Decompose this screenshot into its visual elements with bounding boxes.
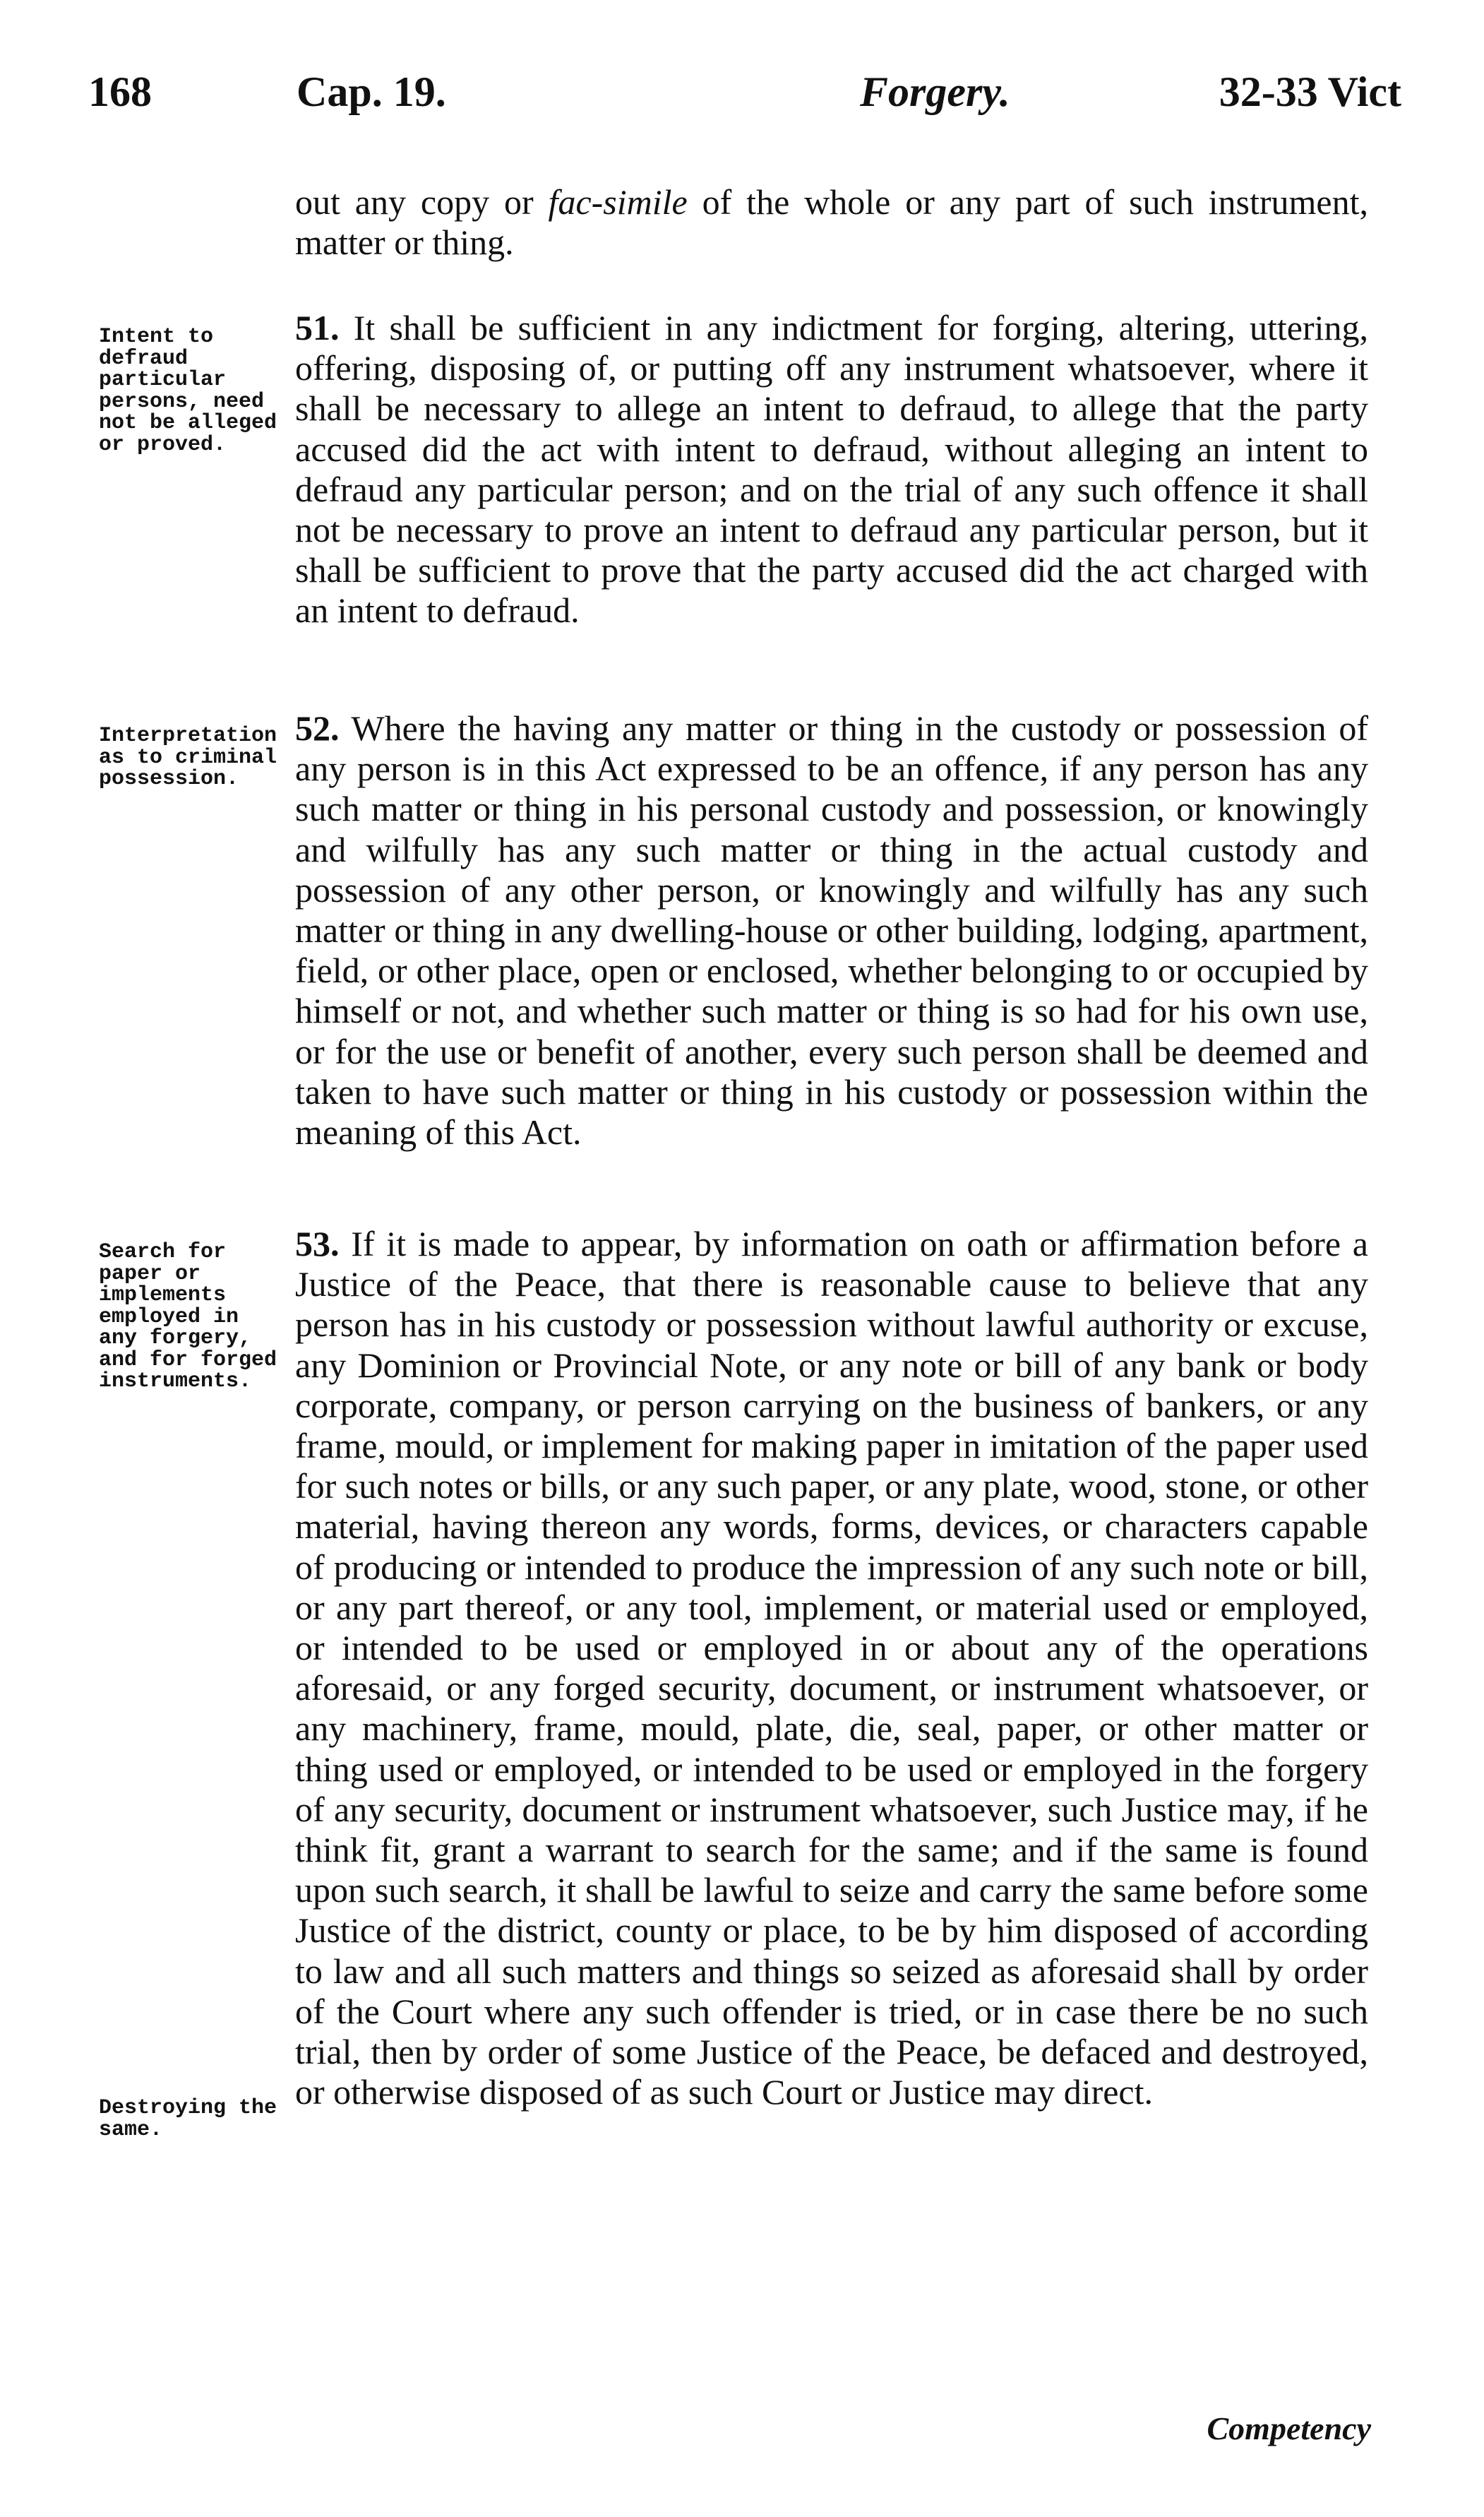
regnal-year: 32-33 Vict [1219, 69, 1401, 115]
section-53-number: 53. [295, 1224, 340, 1263]
running-title: Forgery. [860, 69, 1010, 115]
continuation-italic-term: fac-simile [548, 182, 688, 222]
page-number: 168 [88, 69, 152, 115]
margin-note-53b-text: Destroying the same. [99, 2096, 277, 2142]
margin-note-53 [99, 1242, 284, 1393]
section-51-number: 51. [295, 308, 340, 347]
margin-note-53-text: Search for paper or implements employed in any forgery, and for forged instruments. [99, 1240, 277, 1393]
section-52 [295, 708, 1368, 1153]
margin-note-52-text: Interpretation as to criminal possession. [99, 724, 277, 791]
margin-note-52 [99, 725, 284, 790]
catchword: Competency [1207, 2410, 1371, 2446]
section-51 [295, 308, 1368, 631]
continuation-paragraph [295, 182, 1368, 263]
section-51-text: It shall be sufficient in any indictment for forging, altering, uttering, offering, disposing of, or putting off any instrument whatsoever, where it shall be necessary to allege an intent to defraud, to allege that the party accused did the act with intent to defraud, without alleging an intent to defraud any particular person; and on the trial of any such offence it shall not be necessary to prove an intent to defraud any particular person, but it shall be sufficient to prove that the party accused did the act charged with an intent to defraud. [295, 308, 1369, 631]
section-53-text: If it is made to appear, by information on oath or affirmation before a Justice of the Peace, that there is reasonable cause to believe that any person has in his custody or possession without lawful authority or excuse, any Dominion or Provincial Note, or any note or bill of any bank or body corporate, company, or person carrying on the business of bankers, or any frame, mould, or implement for making paper in imitation of the paper used for such notes or bills, or any such paper, or any plate, wood, stone, or other material, having thereon any words, forms, devices, or characters capable of producing or intended to produce the impression of any such note or bill, or any part thereof, or any tool, implement, or material used or employed, or intended to be used or employed in or about any of the operations aforesaid, or any forged security, document, or instrument whatsoever, or any machinery, frame, mould, plate, die, seal, paper, or other matter or thing used or employed, or intended to be used or employed in the forgery of any security, document or instrument whatsoever, such Justice may, if he think fit, grant a warrant to search for the same; and if the same is found upon such search, it shall be lawful to seize and carry the same before some Justice of the district, county or place, to be by him disposed of according to law and all such matters and things so seized as aforesaid shall by order of the Court where any such offender is tried, or in case there be no such trial, then by order of some Justice of the Peace, be defaced and destroyed, or otherwise disposed of as such Court or Justice may direct. [295, 1224, 1368, 2112]
continuation-text-before: out any copy or [295, 182, 549, 222]
continuation-text-after: of the whole or any part of such instrument, matter or thing. [295, 182, 1369, 263]
chapter-label: Cap. 19. [297, 69, 446, 115]
page-header [88, 68, 1401, 131]
section-52-number: 52. [295, 708, 340, 748]
margin-note-51 [99, 326, 284, 456]
margin-note-51-text: Intent to defraud particular persons, need not be alleged or proved. [99, 325, 277, 457]
section-53 [295, 1224, 1368, 2112]
margin-note-53b [99, 2098, 284, 2141]
section-52-text: Where the having any matter or thing in the custody or possession of any person is in this Act expressed to be an offence, if any person has any such matter or thing in his personal custody and possession, or knowingly and wilfully has any such matter or thing in the actual custody and possession of any other person, or knowingly and wilfully has any such matter or thing in any dwelling-house or other building, lodging, apartment, field, or other place, open or enclosed, whether belonging to or occupied by himself or not, and whether such matter or thing is so had for his own use, or for the use or benefit of another, every such person shall be deemed and taken to have such matter or thing in his custody or possession within the meaning of this Act. [295, 708, 1368, 1153]
